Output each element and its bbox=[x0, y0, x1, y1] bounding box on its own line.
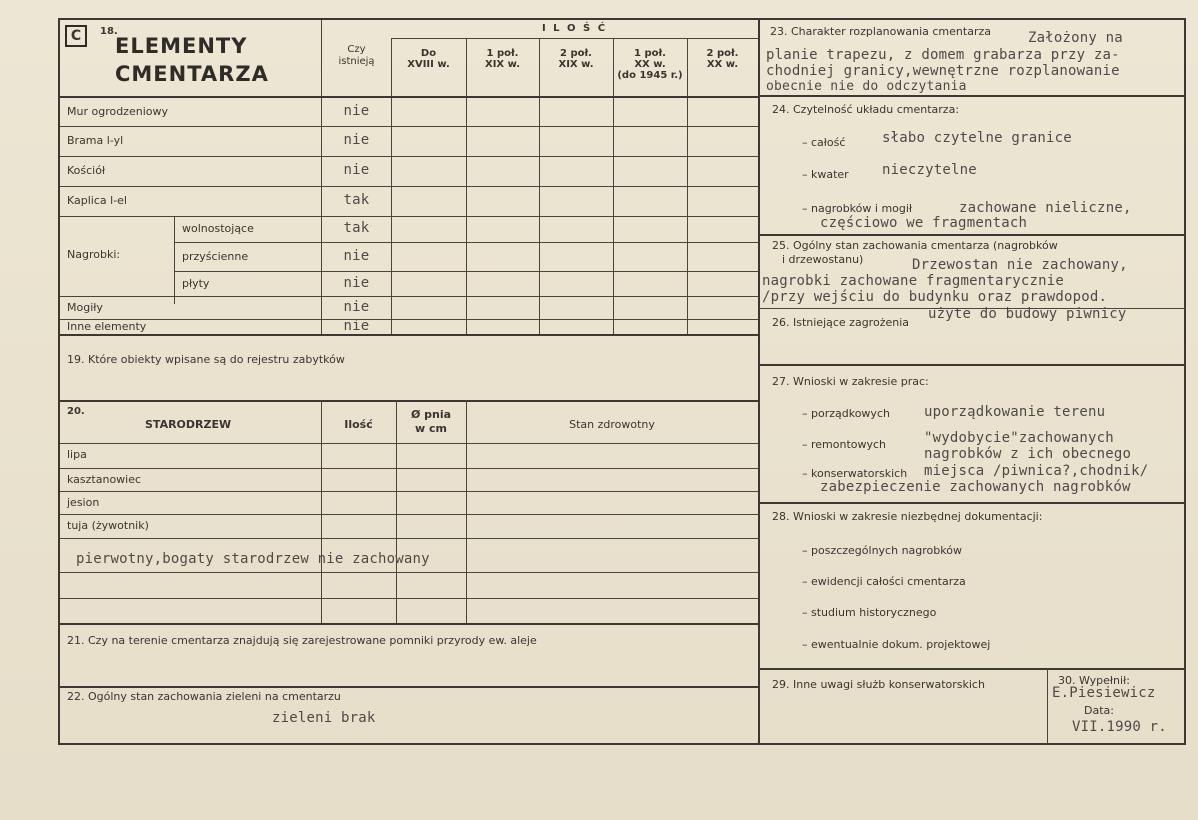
period-4-l2: XX w. bbox=[706, 59, 739, 70]
sec23-label: 23. Charakter rozplanowania cmentarza bbox=[770, 25, 991, 38]
sec27-item-0-label: – porządkowych bbox=[802, 407, 890, 420]
sec18-row-1-label: Brama l-yl bbox=[67, 134, 124, 147]
sec18-row-6-label: płyty bbox=[182, 276, 210, 290]
sec18-row-0-rule bbox=[60, 126, 758, 127]
nagrobki-divider bbox=[174, 216, 175, 304]
sec18-row-0-label: Mur ogrodzeniowy bbox=[67, 104, 168, 118]
sec24-item-1-label: – kwater bbox=[802, 168, 849, 181]
sec25-typed-l2: nagrobki zachowane fragmentarycznie bbox=[762, 273, 1065, 289]
sec27-typed-mid: nagrobków z ich obecnego bbox=[924, 446, 1132, 462]
sec29-top-rule bbox=[758, 668, 1186, 670]
sec20-row-rule-0 bbox=[60, 443, 758, 444]
sec30-label: 30. Wypełnił: bbox=[1058, 674, 1130, 687]
form-card bbox=[58, 18, 1186, 745]
sec18-title-line2: CMENTARZA bbox=[115, 62, 269, 86]
sec25-label-l1: 25. Ogólny stan zachowania cmentarza (nagrobków bbox=[772, 239, 1058, 252]
sec24-top-rule bbox=[758, 95, 1186, 97]
period-1-l1: 1 poł. bbox=[486, 48, 519, 59]
sec19-label: 19. Które obiekty wpisane są do rejestru zabytków bbox=[67, 353, 345, 366]
sec20-row-rule-4 bbox=[60, 538, 758, 539]
sec25-label-l2: i drzewostanu) bbox=[782, 253, 864, 266]
sec20-title: STARODRZEW bbox=[145, 418, 232, 431]
sec27-label: 27. Wnioski w zakresie prac: bbox=[772, 375, 929, 388]
nagrobki-label: Nagrobki: bbox=[67, 248, 121, 261]
sec18-row-1-rule bbox=[60, 156, 758, 157]
sec22-typed: zieleni brak bbox=[272, 710, 376, 726]
sec27-item-2-typed: miejsca /piwnica?,chodnik/ bbox=[924, 463, 1149, 479]
sec22-label: 22. Ogólny stan zachowania zieleni na cmentarzu bbox=[67, 690, 341, 703]
ilosc-underline bbox=[391, 38, 758, 39]
period-2-l1: 2 poł. bbox=[560, 48, 592, 59]
sec28-label: 28. Wnioski w zakresie niezbędnej dokumentacji: bbox=[772, 510, 1043, 523]
header-bottom-rule bbox=[60, 96, 758, 98]
sec18-row-1-value: nie bbox=[343, 132, 370, 148]
sec24-item-0-label: – całość bbox=[802, 136, 846, 149]
sec18-row-6-rule bbox=[60, 296, 758, 297]
sec18-row-0-value: nie bbox=[343, 102, 370, 119]
sec28-item-0: – poszczególnych nagrobków bbox=[802, 544, 962, 557]
sec20-divider-3 bbox=[466, 400, 467, 623]
sec18-row-2-label: Kościół bbox=[67, 164, 106, 177]
period-4-l1: 2 poł. bbox=[706, 48, 739, 59]
sec27-top-rule bbox=[758, 364, 1186, 366]
sec23-typed-l3: chodniej granicy,wewnętrzne rozplanowanie bbox=[766, 63, 1120, 79]
sec24-label: 24. Czytelność układu cmentarza: bbox=[772, 103, 960, 116]
sec18-row-4-value: tak bbox=[343, 220, 370, 236]
col-exists-l2: istnieją bbox=[338, 56, 375, 67]
sec18-row-8-value: nie bbox=[343, 317, 370, 334]
sec18-row-7-rule bbox=[60, 319, 758, 320]
sec20-row-rule-3 bbox=[60, 514, 758, 515]
sec18-row-2-rule bbox=[60, 186, 758, 187]
sec20-divider-2 bbox=[396, 400, 397, 623]
sec18-row-3-rule bbox=[60, 216, 758, 217]
sec24-typed-extra: częściowo we fragmentach bbox=[820, 215, 1028, 231]
sec20-row-rule-5 bbox=[60, 572, 758, 573]
sec20-tree-1: kasztanowiec bbox=[67, 473, 142, 486]
sec18-row-2-value: nie bbox=[343, 162, 370, 178]
sec23-typed-l4: obecnie nie do odczytania bbox=[766, 79, 967, 94]
period-3-l1: 1 poł. bbox=[634, 48, 666, 59]
sec18-row-7-label: Mogiły bbox=[67, 300, 103, 314]
period-1-l2: XIX w. bbox=[484, 59, 521, 70]
sec23-typed-l1: Założony na bbox=[1028, 30, 1123, 46]
sec22-top-rule bbox=[60, 686, 758, 688]
sec30-typed-date: VII.1990 r. bbox=[1072, 719, 1167, 735]
sec20-tree-0: lipa bbox=[67, 448, 87, 461]
sec28-item-2: – studium historycznego bbox=[802, 606, 937, 619]
sec26-label: 26. Istniejące zagrożenia bbox=[772, 316, 910, 329]
sec18-row-3-value: tak bbox=[343, 192, 370, 208]
sec26-typed: użyte do budowy piwnicy bbox=[928, 306, 1127, 322]
sec21-top-rule bbox=[60, 623, 758, 625]
sec24-item-0-typed: słabo czytelne granice bbox=[882, 130, 1072, 146]
sec27-item-2-label: – konserwatorskich bbox=[802, 467, 908, 480]
sec20-tree-2: jesion bbox=[67, 496, 100, 509]
sec20-divider-1 bbox=[321, 400, 322, 623]
sec18-row-4-rule bbox=[174, 242, 758, 243]
sec24-item-1-typed: nieczytelne bbox=[882, 162, 977, 178]
sec21-label: 21. Czy na terenie cmentarza znajdują się zarejestrowane pomniki przyrody ew. aleje bbox=[67, 634, 537, 647]
period-2-l2: XIX w. bbox=[558, 59, 594, 70]
sec18-row-5-label: przyścienne bbox=[182, 249, 249, 263]
sec18-row-5-rule bbox=[174, 271, 758, 272]
sec18-row-3-label: Kaplica l-el bbox=[67, 194, 127, 207]
sec23-typed-l2: planie trapezu, z domem grabarza przy za- bbox=[766, 47, 1120, 63]
period-0-l2: XVIII w. bbox=[407, 59, 450, 70]
sec27-item-1-typed: "wydobycie"zachowanych bbox=[924, 430, 1114, 446]
sec20-tree-3: tuja (żywotnik) bbox=[67, 519, 149, 532]
sec25-typed-l1: Drzewostan nie zachowany, bbox=[912, 257, 1128, 273]
sec18-row-5-value: nie bbox=[343, 247, 370, 264]
sec20-col-pnia-l1: Ø pnia bbox=[410, 408, 452, 421]
sec18-row-8-label: Inne elementy bbox=[67, 319, 147, 333]
sec28-item-1: – ewidencji całości cmentarza bbox=[802, 575, 966, 588]
sec27-item-1-label: – remontowych bbox=[802, 438, 887, 451]
sec28-item-3: – ewentualnie dokum. projektowej bbox=[802, 638, 991, 651]
main-vertical-divider bbox=[758, 20, 760, 745]
sec30-date-label: Data: bbox=[1084, 704, 1114, 717]
sec20-top-rule bbox=[60, 400, 758, 402]
sec24-item-2-label: – nagrobków i mogił bbox=[802, 202, 913, 215]
sec20-row-rule-6 bbox=[60, 598, 758, 599]
sec20-col-ilosc: Ilość bbox=[344, 418, 373, 431]
sec18-row-7-value: nie bbox=[343, 298, 370, 315]
sec29-label: 29. Inne uwagi służb konserwatorskich bbox=[772, 678, 985, 691]
sec20-row-rule-2 bbox=[60, 491, 758, 492]
sec18-title-line1: ELEMENTY bbox=[115, 34, 248, 58]
sec18-row-6-value: nie bbox=[343, 274, 370, 291]
sec27-typed-last: zabezpieczenie zachowanych nagrobków bbox=[820, 479, 1131, 495]
sec30-divider bbox=[1047, 668, 1048, 745]
sec20-col-pnia-l2: w cm bbox=[415, 422, 447, 435]
sec20-col-stan: Stan zdrowotny bbox=[569, 418, 655, 431]
sec20-row-rule-1 bbox=[60, 468, 758, 469]
sec30-typed-name: E.Piesiewicz bbox=[1052, 685, 1156, 701]
sec20-typed: pierwotny,bogaty starodrzew nie zachowany bbox=[76, 551, 430, 567]
ilosc-header: I L O Ś Ć bbox=[541, 23, 608, 34]
section-letter-box: C bbox=[65, 25, 87, 47]
sec25-top-rule bbox=[758, 234, 1186, 236]
sec28-top-rule bbox=[758, 502, 1186, 504]
sec20-number: 20. bbox=[67, 406, 85, 417]
period-3-l3: (do 1945 r.) bbox=[617, 70, 683, 81]
sec24-item-2-typed: zachowane nieliczne, bbox=[959, 200, 1132, 216]
sec27-item-0-typed: uporządkowanie terenu bbox=[924, 404, 1106, 420]
sec18-row-4-label: wolnostojące bbox=[182, 222, 254, 235]
sec25-typed-l3: /przy wejściu do budynku oraz prawdopod. bbox=[762, 289, 1108, 305]
col-exists-l1: Czy bbox=[347, 44, 366, 55]
period-3-l2: XX w. bbox=[634, 59, 666, 70]
sec19-top-rule bbox=[60, 334, 758, 336]
period-0-l1: Do bbox=[420, 48, 437, 59]
sec18-number: 18. bbox=[100, 26, 118, 37]
